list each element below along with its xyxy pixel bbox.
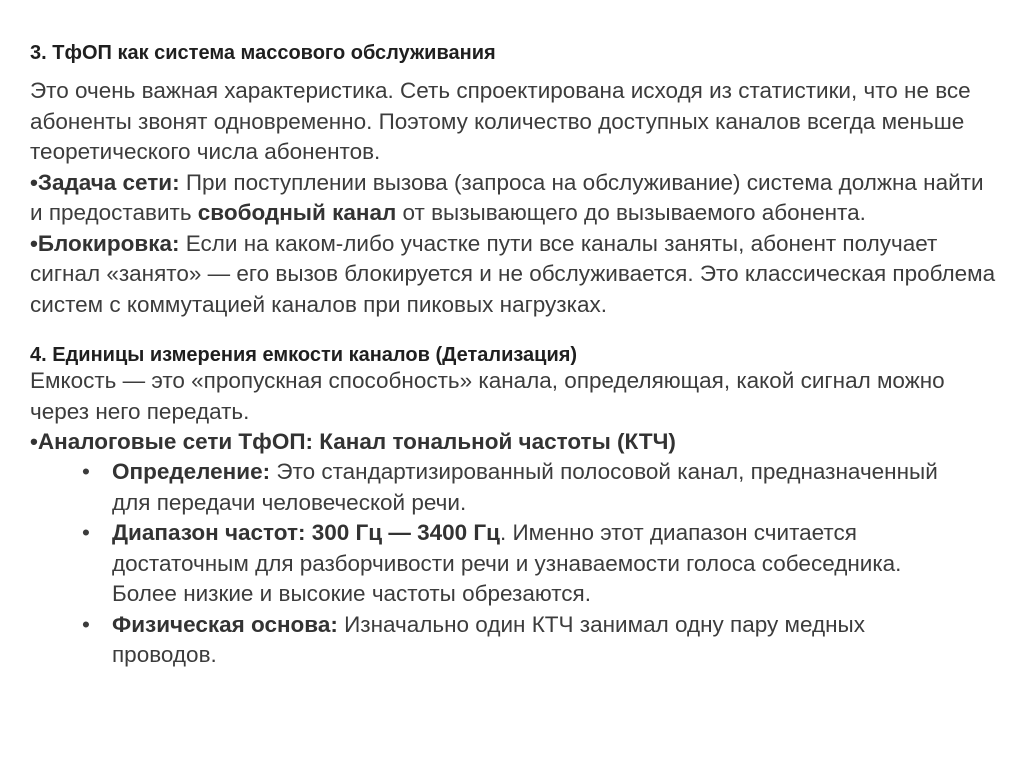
blocking-paragraph — [30, 229, 1000, 321]
frequency-lead: Диапазон частот: 300 Гц — 3400 Гц — [112, 520, 500, 545]
list-item-definition — [0, 457, 972, 518]
frequency-text: . Именно этот диапазон считается достаточным для разборчивости речи и узнаваемости голоса собеседника. Более низкие и высокие частоты обрезаются. — [112, 520, 902, 606]
definition-text: Это стандартизированный полосовой канал, предназначенный для передачи человеческой речи. — [112, 459, 938, 515]
bullet-marker: • — [82, 459, 90, 484]
physical-text: Изначально один КТЧ занимал одну пару медных проводов. — [112, 611, 865, 667]
bullet-marker: • — [82, 520, 90, 545]
task-text-2: от вызывающего до вызываемого абонента. — [396, 200, 866, 225]
section-4-subheading: •Аналоговые сети ТфОП: Канал тональной частоты (КТЧ) — [30, 429, 676, 454]
task-text-1: При поступлении вызова (запроса на обслуживание) система должна найти и предоставить — [30, 169, 984, 225]
section-3-title: 3. ТфОП как система массового обслуживания — [30, 42, 496, 64]
physical-lead: Физическая основа: — [112, 611, 338, 637]
blocking-text: Если на каком-либо участке пути все каналы заняты, абонент получает сигнал «занято» — его вызов блокируется и не обслуживается. Это классическая проблема систем с коммутацией каналов при пиковых нагрузках. — [30, 230, 996, 317]
task-lead: •Задача сети: — [30, 169, 180, 195]
list-item-physical-basis — [0, 610, 972, 671]
section-3-intro: Это очень важная характеристика. Сеть спроектирована исходя из статистики, что не все абоненты звонят одновременно. Поэтому количество доступных каналов всегда меньше теоретического числа абонентов. — [30, 78, 971, 164]
bullet-marker: • — [82, 611, 90, 637]
section-4-title: 4. Единицы измерения емкости каналов (Детализация) — [30, 344, 578, 366]
section-4-intro: Емкость — это «пропускная способность» канала, определяющая, какой сигнал можно через него передать. — [30, 368, 945, 424]
task-paragraph — [30, 168, 1000, 229]
bullet-list — [0, 457, 1000, 671]
definition-lead: Определение: — [112, 459, 271, 484]
blocking-lead: •Блокировка: — [30, 230, 180, 256]
section-4-body — [30, 366, 1000, 458]
task-strong: свободный канал — [197, 200, 397, 225]
list-item-frequency-range — [0, 518, 972, 610]
section-3-body — [30, 76, 1000, 320]
